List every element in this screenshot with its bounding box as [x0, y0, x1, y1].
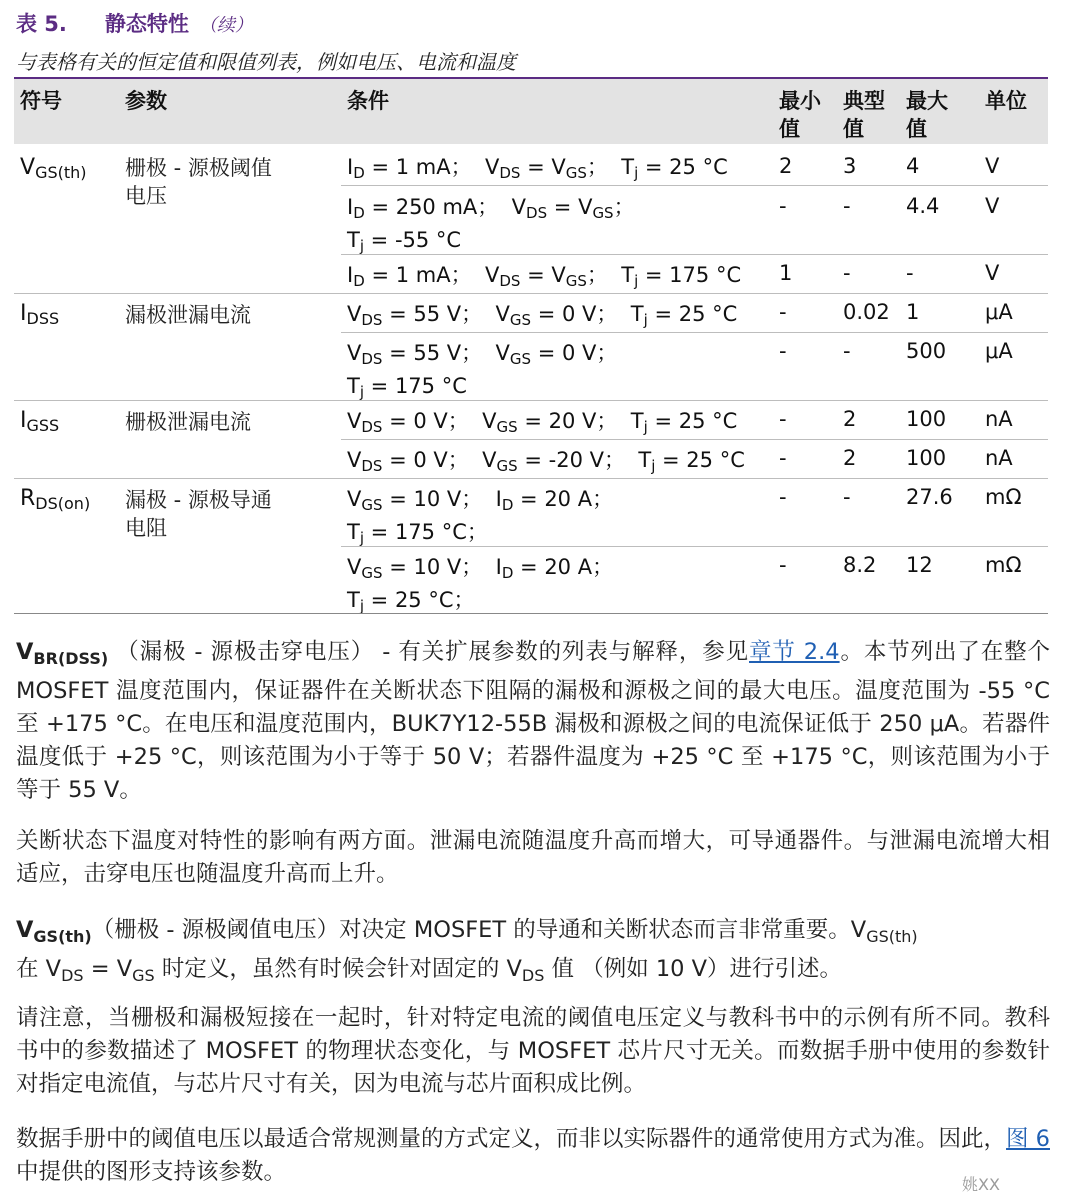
- table-bottom-rule: [14, 613, 1048, 614]
- group-divider: [14, 400, 1048, 401]
- idss-1-unit: μA: [985, 300, 1013, 324]
- idss-2-max: 500: [906, 339, 947, 363]
- cond-vgsth-2: $I_D = 250$ mA； $V_{DS} = V_{GS}$； $T_j = -55$ °C: [347, 195, 635, 255]
- cond-idss-1: $V_{DS} = 55$ V； $V_{GS} = 0$ V； $T_j = 25$ °C: [347, 302, 738, 329]
- paragraph-vgsth: $V_{GS(th)}$（栅极 - 源极阈值电压）对决定 MOSFET 的导通和关断状态而言非常重要。$V_{GS(th)}$ 在 $V_{DS} = V_{GS}$ 时定义，虽然有时候会针对固定的 $V_{DS}$ 值 （例如 10 V）进行引述。: [16, 917, 918, 985]
- igss-2-unit: nA: [985, 446, 1013, 470]
- igss-1-unit: nA: [985, 407, 1013, 431]
- group-divider: [14, 293, 1048, 294]
- idss-1-min: -: [779, 300, 787, 324]
- para-symbol: $V_{BR(DSS)}$: [16, 639, 109, 668]
- vgsth-1-max: 4: [906, 154, 920, 178]
- group-divider: [14, 478, 1048, 479]
- idss-1-max: 1: [906, 300, 920, 324]
- rdson-1-typ: -: [843, 485, 851, 509]
- paragraph-note: 请注意，当栅极和漏极短接在一起时，针对特定电流的阈值电压定义与教科书中的示例有所不同。教科书中的参数描述了 MOSFET 的物理状态变化，与 MOSFET 芯片尺寸无关。而数据手册中使用的参数针对指定电流值，与芯片尺寸有关，因为电流与芯片面积成比例。: [16, 1005, 1050, 1097]
- rdson-2-min: -: [779, 553, 787, 577]
- table-header: [14, 79, 1048, 144]
- header-max: 最大 值: [906, 89, 948, 141]
- row-divider: [341, 546, 1048, 547]
- rdson-1-max: 27.6: [906, 485, 953, 509]
- table-subtitle: 与表格有关的恒定值和限值列表，例如电压、电流和温度: [16, 50, 516, 74]
- row-divider: [341, 254, 1048, 255]
- vgsth-3-max: -: [906, 261, 914, 285]
- paragraph-definition: 数据手册中的阈值电压以最适合常规测量的方式定义，而非以实际器件的通常使用方式为准。因此，图 6 中提供的图形支持该参数。: [16, 1126, 1050, 1185]
- vgsth-2-max: 4.4: [906, 194, 940, 218]
- igss-1-max: 100: [906, 407, 947, 431]
- vgsth-2-min: -: [779, 194, 787, 218]
- param-igss: 栅极泄漏电流: [125, 410, 251, 434]
- idss-2-typ: -: [843, 339, 851, 363]
- symbol-vgsth: $V_{GS(th)}$: [20, 155, 87, 182]
- param-vgsth: 栅极 - 源极阈值 电压: [125, 156, 272, 208]
- cond-vgsth-1: $I_D = 1$ mA； $V_{DS} = V_{GS}$； $T_j = 25$ °C: [347, 155, 728, 182]
- vgsth-2-unit: V: [985, 194, 1000, 218]
- symbol-idss: $I_{DSS}$: [20, 301, 60, 328]
- cond-igss-1: $V_{DS} = 0$ V； $V_{GS} = 20$ V； $T_j = 25$ °C: [347, 409, 738, 436]
- rdson-2-max: 12: [906, 553, 933, 577]
- cond-igss-2: $V_{DS} = 0$ V； $V_{GS} = -20$ V； $T_j = 25$ °C: [347, 448, 745, 475]
- igss-1-typ: 2: [843, 407, 857, 431]
- row-divider: [341, 332, 1048, 333]
- table-title: [16, 8, 253, 38]
- vgsth-3-typ: -: [843, 261, 851, 285]
- table-continued: （续）: [198, 15, 253, 36]
- idss-1-typ: 0.02: [843, 300, 890, 324]
- table-name: 静态特性: [104, 12, 189, 36]
- igss-2-max: 100: [906, 446, 947, 470]
- header-typ: 典型 值: [843, 89, 885, 141]
- vgsth-1-min: 2: [779, 154, 793, 178]
- igss-1-min: -: [779, 407, 787, 431]
- rdson-1-min: -: [779, 485, 787, 509]
- vgsth-3-min: 1: [779, 261, 793, 285]
- header-param: 参数: [125, 89, 167, 113]
- symbol-rdson: $R_{DS(on)}$: [20, 486, 91, 513]
- idss-2-unit: μA: [985, 339, 1013, 363]
- watermark: 姚XX: [962, 1175, 1000, 1194]
- rdson-1-unit: mΩ: [985, 485, 1022, 509]
- vgsth-1-unit: V: [985, 154, 1000, 178]
- cond-vgsth-3: $I_D = 1$ mA； $V_{DS} = V_{GS}$； $T_j = 175$ °C: [347, 263, 742, 290]
- symbol-igss: $I_{GSS}$: [20, 408, 60, 435]
- rdson-2-unit: mΩ: [985, 553, 1022, 577]
- header-symbol: 符号: [20, 89, 62, 113]
- row-divider: [341, 439, 1048, 440]
- table-label: 表 5.: [16, 12, 67, 36]
- param-idss: 漏极泄漏电流: [125, 303, 251, 327]
- paragraph-temperature: 关断状态下温度对特性的影响有两方面。泄漏电流随温度升高而增大，可导通器件。与泄漏电流增大相适应，击穿电压也随温度升高而上升。: [16, 828, 1050, 887]
- igss-2-typ: 2: [843, 446, 857, 470]
- paragraph-vbrdss: $V_{BR(DSS)}$ （漏极 - 源极击穿电压） - 有关扩展参数的列表与解释，参见章节 2.4。本节列出了在整个 MOSFET 温度范围内，保证器件在关断状态下阻隔的漏极和源极之间的最大电压。温度范围为 -55 °C 至 +175 °C。在电压和温度范围内，BUK7Y12-55B 漏极和源极之间的电流保证低于 250 μA。若器件温度低于 +25 °C，则该范围为小于等于 50 V；若器件温度为 +25 °C 至 +175 °C，则该范围为小于等于 55 V。: [16, 639, 1050, 803]
- header-min: 最小 值: [779, 89, 821, 141]
- vgsth-2-typ: -: [843, 194, 851, 218]
- link-section-2-4[interactable]: 章节 2.4: [749, 639, 840, 665]
- cond-rdson-2: $V_{GS} = 10$ V； $I_D = 20$ A； $T_j = 25$ °C；: [347, 555, 614, 615]
- cond-idss-2: $V_{DS} = 55$ V； $V_{GS} = 0$ V； $T_j = 175$ °C: [347, 341, 618, 401]
- idss-2-min: -: [779, 339, 787, 363]
- header-cond: 条件: [347, 89, 389, 113]
- row-divider: [341, 185, 1048, 186]
- para-symbol: $V_{GS(th)}$: [16, 917, 92, 946]
- vgsth-1-typ: 3: [843, 154, 857, 178]
- link-figure-6[interactable]: 图 6: [1006, 1126, 1050, 1152]
- igss-2-min: -: [779, 446, 787, 470]
- rdson-2-typ: 8.2: [843, 553, 877, 577]
- param-rdson: 漏极 - 源极导通 电阻: [125, 488, 272, 540]
- vgsth-3-unit: V: [985, 261, 1000, 285]
- header-unit: 单位: [985, 89, 1027, 113]
- cond-rdson-1: $V_{GS} = 10$ V； $I_D = 20$ A； $T_j = 175$ °C；: [347, 487, 614, 547]
